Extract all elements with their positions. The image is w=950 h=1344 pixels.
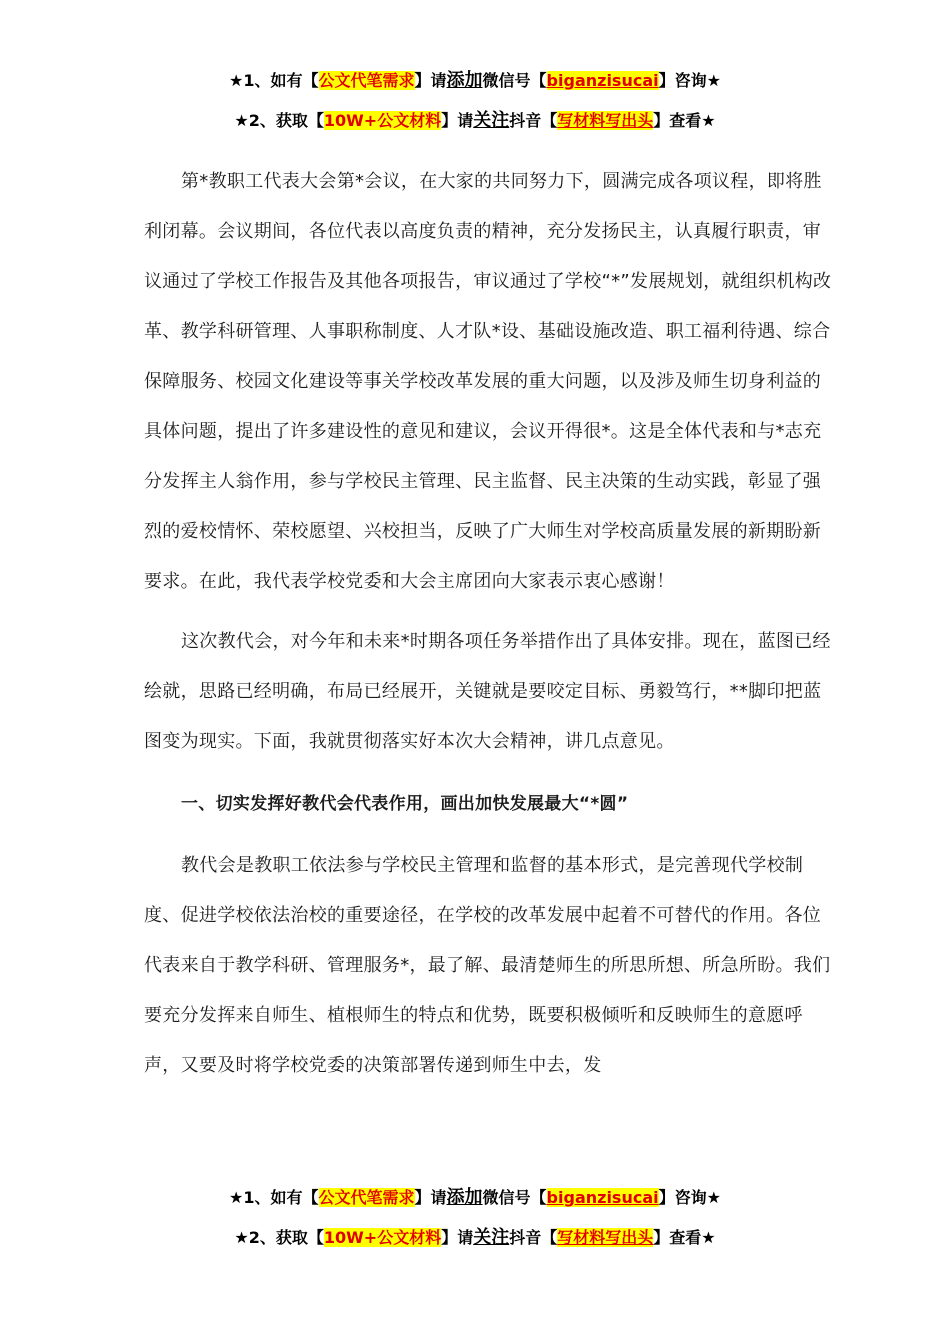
banner-emphasis-add: 添加 <box>446 70 483 91</box>
banner-highlight-wechat-id: biganzisucai <box>546 71 659 90</box>
paragraph-spacer <box>144 607 832 617</box>
banner-prefix: ★2、获取【 <box>234 111 324 130</box>
banner-highlight-materials: 10W+公文材料 <box>323 1228 442 1247</box>
banner-text: 】请 <box>441 1228 474 1247</box>
banner-highlight-service: 公文代笔需求 <box>318 71 415 90</box>
banner-text: 抖音【 <box>509 1228 558 1247</box>
banner-highlight-wechat-id: biganzisucai <box>546 1188 659 1207</box>
banner-emphasis-follow: 关注 <box>473 1227 510 1248</box>
body-paragraph-1: 第*教职工代表大会第*会议，在大家的共同努力下，圆满完成各项议程，即将胜利闭幕。会议期间，各位代表以高度负责的精神，充分发扬民主，认真履行职责，审议通过了学校工作报告及其他各项报告，审议通过了学校“*”发展规划，就组织机构改革、教学科研管理、人事职称制度、人才队*设、基础设施改造、职工福利待遇、综合保障服务、校园文化建设等事关学校改革发展的重大问题，以及涉及师生切身利益的具体问题，提出了许多建设性的意见和建议，会议开得很*。这是全体代表和与*志充分发挥主人翁作用，参与学校民主管理、民主监督、民主决策的生动实践，彰显了强烈的爱校情怀、荣校愿望、兴校担当，反映了广大师生对学校高质量发展的新期盼新要求。在此，我代表学校党委和大会主席团向大家表示衷心感谢！ <box>144 171 832 592</box>
banner-suffix: 】咨询★ <box>658 71 721 90</box>
section-heading-1: 一、切实发挥好教代会代表作用，画出加快发展最大“*圆” <box>181 794 629 814</box>
banner-text: 】请 <box>441 111 474 130</box>
banner-prefix: ★2、获取【 <box>234 1228 324 1247</box>
banner-highlight-materials: 10W+公文材料 <box>323 111 442 130</box>
banner-text: 微信号【 <box>482 71 547 90</box>
body-paragraph-2: 这次教代会，对今年和未来*时期各项任务举措作出了具体安排。现在，蓝图已经绘就，思路已经明确，布局已经展开，关键就是要咬定目标、勇毅笃行，**脚印把蓝图变为现实。下面，我就贯彻落实好本次大会精神，讲几点意见。 <box>144 631 831 752</box>
banner-emphasis-follow: 关注 <box>473 110 510 131</box>
banner-prefix: ★1、如有【 <box>229 1188 319 1207</box>
banner-text: 】请 <box>414 71 447 90</box>
banner-prefix: ★1、如有【 <box>229 71 319 90</box>
banner-highlight-service: 公文代笔需求 <box>318 1188 415 1207</box>
top-banner-line-1 <box>0 68 950 94</box>
banner-text: 微信号【 <box>482 1188 547 1207</box>
banner-text: 抖音【 <box>509 111 558 130</box>
banner-suffix: 】咨询★ <box>658 1188 721 1207</box>
banner-emphasis-add: 添加 <box>446 1187 483 1208</box>
banner-highlight-douyin-account: 写材料写出头 <box>557 111 654 130</box>
banner-suffix: 】查看★ <box>653 1228 716 1247</box>
banner-text: 】请 <box>414 1188 447 1207</box>
document-body <box>144 157 832 1091</box>
bottom-banner-line-2 <box>0 1225 950 1251</box>
bottom-banner-line-1 <box>0 1185 950 1211</box>
top-banner-line-2 <box>0 108 950 134</box>
banner-suffix: 】查看★ <box>653 111 716 130</box>
banner-highlight-douyin-account: 写材料写出头 <box>557 1228 654 1247</box>
body-paragraph-3: 教代会是教职工依法参与学校民主管理和监督的基本形式，是完善现代学校制度、促进学校依法治校的重要途径，在学校的改革发展中起着不可替代的作用。各位代表来自于教学科研、管理服务*，最了解、最清楚师生的所思所想、所急所盼。我们要充分发挥来自师生、植根师生的特点和优势，既要积极倾听和反映师生的意愿呼声，又要及时将学校党委的决策部署传递到师生中去，发 <box>144 855 831 1076</box>
